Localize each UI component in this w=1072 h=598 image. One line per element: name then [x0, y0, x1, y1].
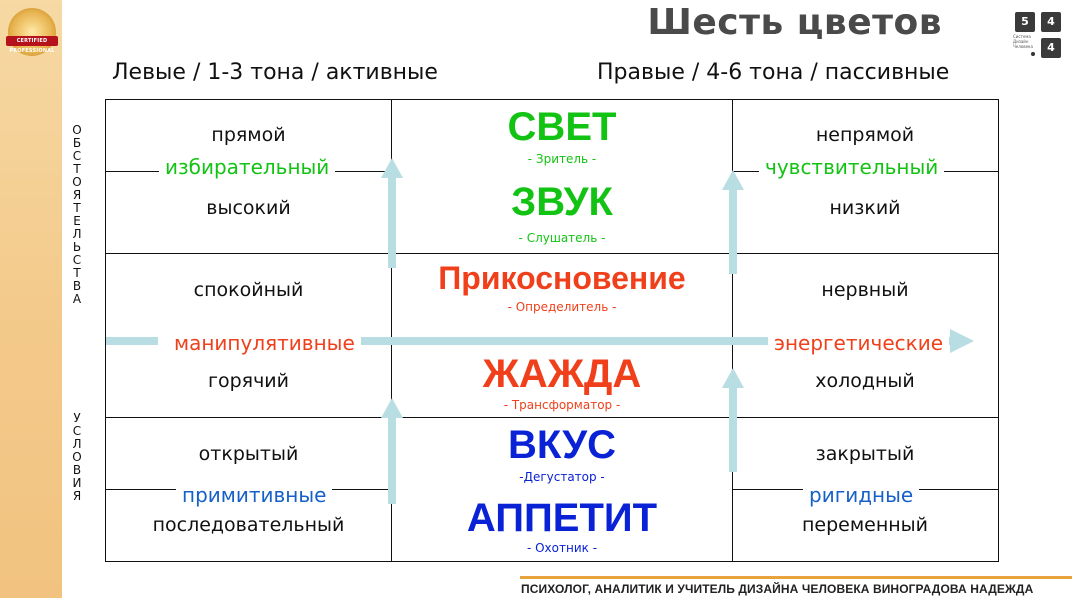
- vertical-letter: О: [72, 450, 82, 464]
- left-quality-sequential: последовательный: [152, 514, 345, 536]
- right-quality-indirect: непрямой: [815, 124, 915, 146]
- right-quality-nervous: нервный: [821, 279, 909, 301]
- color-taste: ВКУС: [507, 423, 617, 467]
- vertical-letter: Л: [72, 227, 82, 241]
- right-quality-variable: переменный: [801, 514, 929, 536]
- right-quality-cold: холодный: [815, 370, 915, 392]
- logo-dot: [1031, 52, 1035, 56]
- role-viewer: - Зритель -: [527, 152, 597, 166]
- right-quality-closed: закрытый: [815, 443, 915, 465]
- vertical-letter: Б: [72, 136, 82, 150]
- vertical-letter: Я: [72, 188, 82, 202]
- vertical-letter: С: [72, 424, 82, 438]
- horizontal-arrow-shaft: [106, 337, 158, 345]
- left-label-selective: избирательный: [159, 155, 335, 179]
- role-transformer: - Трансформатор -: [503, 398, 621, 412]
- left-quality-direct: прямой: [211, 124, 286, 146]
- role-determiner: - Определитель -: [507, 300, 617, 314]
- color-thirst: ЖАЖДА: [482, 352, 642, 396]
- vertical-letter: О: [72, 123, 82, 137]
- vertical-letter: Ь: [72, 240, 82, 254]
- logo-box-3: 4: [1041, 38, 1061, 58]
- table-divider: [106, 253, 998, 254]
- footer-text: ПСИХОЛОГ, АНАЛИТИК И УЧИТЕЛЬ ДИЗАЙНА ЧЕЛОВЕКА ВИНОГРАДОВА НАДЕЖДА: [521, 582, 1034, 596]
- color-light: СВЕТ: [507, 105, 617, 149]
- side-strip: [0, 0, 62, 598]
- vertical-letter: В: [72, 279, 82, 293]
- vertical-letter: И: [72, 476, 82, 490]
- left-quality-open: открытый: [198, 443, 299, 465]
- vertical-letter: С: [72, 253, 82, 267]
- colors-table: [105, 99, 999, 562]
- page-title: Шесть цветов: [647, 2, 942, 43]
- badge-ribbon: CERTIFIED PROFESSIONAL: [6, 36, 58, 46]
- logo-box-2: 4: [1041, 12, 1061, 32]
- role-taster: -Дегустатор -: [519, 470, 605, 484]
- table-divider: [106, 417, 998, 418]
- vertical-letter: С: [72, 149, 82, 163]
- vertical-letter: У: [73, 411, 81, 425]
- left-quality-calm: спокойный: [193, 279, 304, 301]
- vertical-letter: Т: [73, 266, 81, 280]
- arrow-right-icon: [950, 329, 974, 353]
- right-label-energetic: энергетические: [768, 331, 949, 355]
- vertical-letter: Т: [73, 201, 81, 215]
- vertical-label-bottom: [70, 412, 84, 503]
- right-label-rigid: ригидные: [803, 483, 919, 507]
- header-left: Левые / 1-3 тона / активные: [112, 60, 438, 85]
- role-listener: - Слушатель -: [518, 231, 606, 245]
- role-hunter: - Охотник -: [526, 541, 598, 555]
- color-appetite: АППЕТИТ: [466, 496, 658, 540]
- logo-box-1: 5: [1015, 12, 1035, 32]
- vertical-letter: В: [72, 463, 82, 477]
- vertical-label-top: [70, 124, 84, 306]
- color-touch: Прикосновение: [438, 260, 686, 296]
- vertical-letter: О: [72, 175, 82, 189]
- left-quality-high: высокий: [206, 197, 291, 219]
- right-quality-low: низкий: [829, 197, 901, 219]
- footer-line: [520, 576, 1072, 579]
- vertical-letter: Е: [73, 214, 81, 228]
- vertical-letter: Т: [73, 162, 81, 176]
- left-quality-hot: горячий: [207, 370, 290, 392]
- color-sound: ЗВУК: [511, 180, 613, 224]
- vertical-letter: Л: [72, 437, 82, 451]
- header-right: Правые / 4-6 тона / пассивные: [597, 60, 950, 85]
- vertical-letter: Я: [72, 489, 82, 503]
- logo-caption: Система Дизайн Человека: [1013, 34, 1033, 49]
- vertical-letter: А: [72, 292, 82, 306]
- left-label-primitive: примитивные: [176, 483, 332, 507]
- right-label-sensitive: чувствительный: [759, 155, 944, 179]
- left-label-manipulative: манипулятивные: [168, 331, 361, 355]
